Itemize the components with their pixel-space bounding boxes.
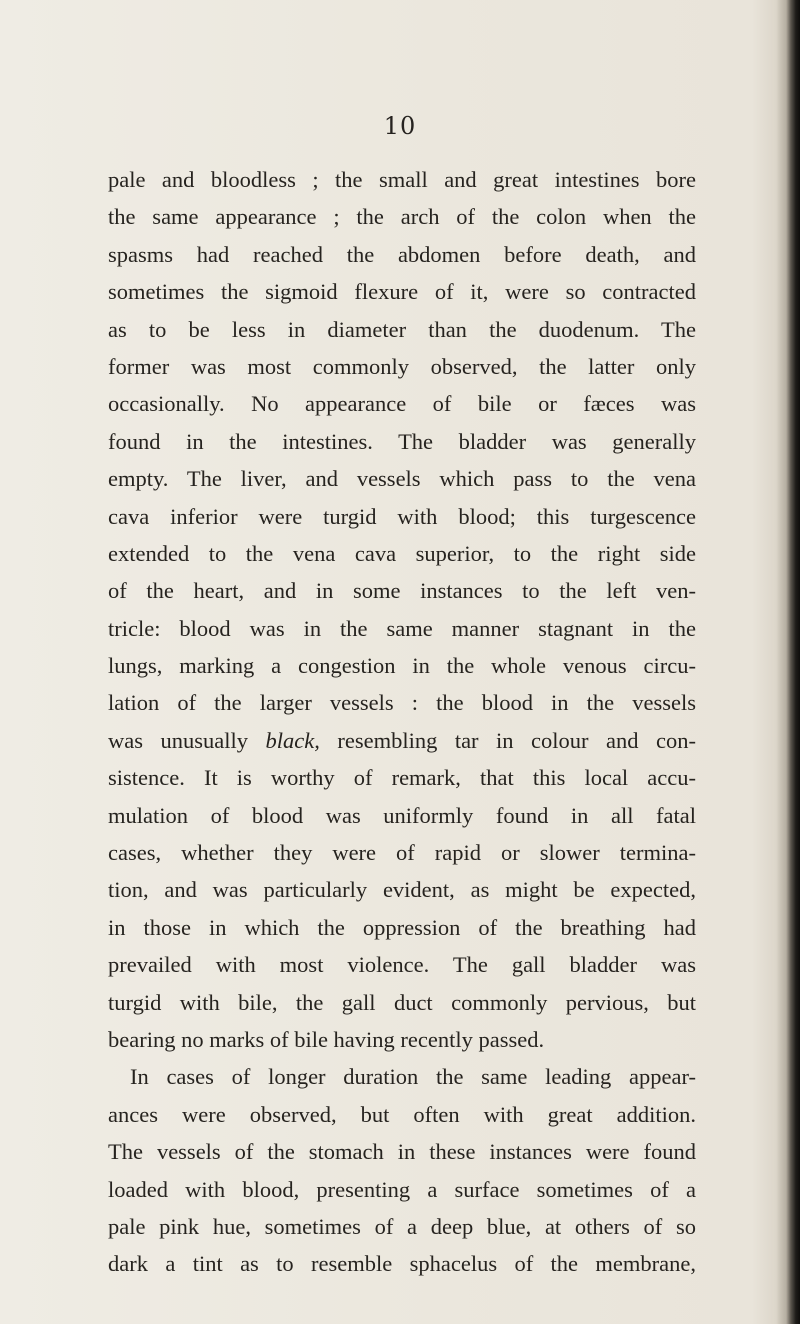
emphasized-word: black, (265, 727, 320, 753)
text-line: pale and bloodless ; the small and great intestines bore (108, 167, 696, 192)
text-line: ances were observed, but often with great addition. (108, 1101, 696, 1127)
text-line: occasionally. No appearance of bile or fæces was (108, 391, 696, 417)
text-line: The vessels of the stomach in these instances were found (108, 1139, 696, 1165)
text-segment: was unusually (108, 727, 266, 753)
text-line: loaded with blood, presenting a surface sometimes of a (108, 1176, 696, 1202)
book-binding-edge (786, 0, 800, 1324)
page-gutter-shadow (776, 0, 786, 1324)
text-line: lungs, marking a congestion in the whole venous circu- (108, 653, 696, 679)
text-line: sometimes the sigmoid flexure of it, were so contracted (108, 279, 696, 305)
text-line: as to be less in diameter than the duodenum. The (108, 316, 696, 342)
text-line: spasms had reached the abdomen before death, and (108, 241, 696, 267)
text-line: extended to the vena cava superior, to the right side (108, 540, 696, 566)
text-line: turgid with bile, the gall duct commonly pervious, but (108, 989, 696, 1015)
text-line: the same appearance ; the arch of the colon when the (108, 204, 696, 230)
text-line: lation of the larger vessels : the blood in the vessels (108, 690, 696, 716)
text-line: pale pink hue, sometimes of a deep blue, at others of so (108, 1213, 696, 1239)
text-segment: resembling tar in colour and con- (319, 727, 696, 753)
text-line: mulation of blood was uniformly found in all fatal (108, 802, 696, 828)
text-line: cava inferior were turgid with blood; this turgescence (108, 503, 696, 529)
text-line: of the heart, and in some instances to the left ven- (108, 578, 696, 604)
text-line: tion, and was particularly evident, as might be expected, (108, 877, 696, 903)
text-line: cases, whether they were of rapid or slower termina- (108, 840, 696, 866)
text-line: in those in which the oppression of the breathing had (108, 914, 696, 940)
paragraph-start-line: In cases of longer duration the same leading appear- (130, 1064, 696, 1090)
page-number: 10 (383, 112, 417, 140)
text-line: dark a tint as to resemble sphacelus of the membrane, (108, 1251, 696, 1277)
text-line-with-emphasis (108, 722, 696, 759)
paragraph-end-line: bearing no marks of bile having recently passed. (108, 1026, 545, 1052)
text-line: found in the intestines. The bladder was generally (108, 428, 696, 454)
text-line: sistence. It is worthy of remark, that this local accu- (108, 765, 696, 791)
text-line: empty. The liver, and vessels which pass to the vena (108, 466, 696, 492)
body-text (108, 161, 696, 1283)
text-line: tricle: blood was in the same manner stagnant in the (108, 615, 696, 641)
text-line: former was most commonly observed, the latter only (108, 353, 696, 379)
text-line: prevailed with most violence. The gall bladder was (108, 952, 696, 978)
